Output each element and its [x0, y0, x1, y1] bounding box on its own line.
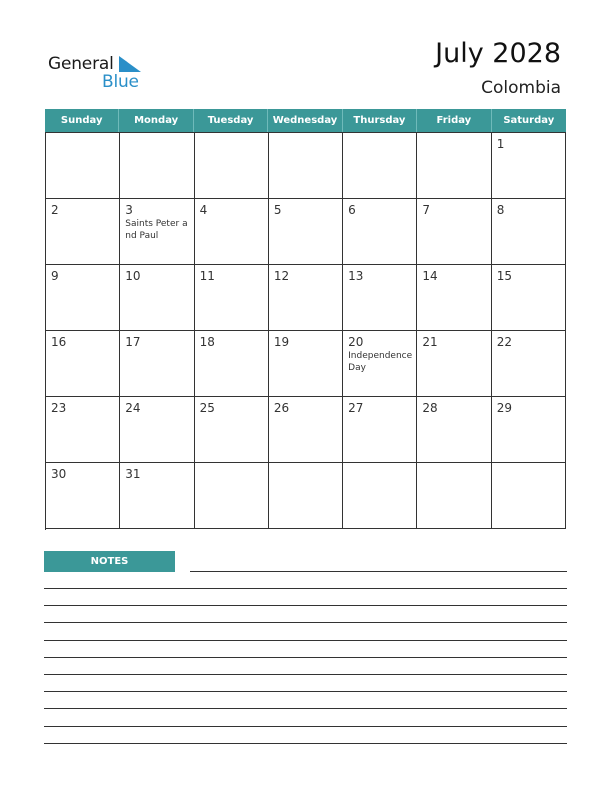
day-number: 3 — [125, 203, 133, 217]
notes-line — [44, 657, 567, 658]
calendar-day-cell — [417, 265, 491, 331]
weekday-sunday: Sunday — [45, 109, 119, 132]
day-number: 26 — [273, 401, 290, 415]
day-number: 10 — [125, 269, 141, 283]
calendar-day-cell — [343, 265, 417, 331]
day-number: 29 — [496, 401, 512, 415]
calendar-day-cell — [343, 133, 417, 199]
page-title: July 2028 — [435, 38, 561, 69]
calendar-day-cell — [417, 199, 491, 265]
calendar-day-cell — [195, 331, 269, 397]
calendar-day-cell — [269, 199, 343, 265]
notes-line — [44, 674, 567, 675]
day-number: 31 — [125, 467, 141, 481]
calendar-day-cell — [492, 331, 566, 397]
calendar-day-cell — [120, 331, 194, 397]
calendar-day-cell — [120, 463, 194, 529]
calendar-day-cell — [120, 265, 194, 331]
calendar-day-cell — [269, 265, 343, 331]
weekday-monday: Monday — [119, 109, 193, 132]
day-number: 18 — [199, 335, 215, 349]
calendar-day-cell — [417, 397, 491, 463]
calendar-day-cell — [343, 463, 417, 529]
day-number: 20 — [348, 335, 364, 349]
calendar-day-cell — [46, 397, 120, 463]
calendar-day-cell — [46, 265, 120, 331]
calendar-day-cell — [492, 463, 566, 529]
calendar-day-cell — [195, 133, 269, 199]
calendar-day-cell — [120, 397, 194, 463]
calendar-day-cell — [195, 265, 269, 331]
day-number: 4 — [199, 203, 208, 217]
country-name: Colombia — [481, 78, 561, 98]
day-number: 16 — [51, 335, 67, 349]
notes-line — [44, 622, 567, 623]
day-number: 1 — [496, 137, 505, 151]
notes-line — [190, 571, 567, 572]
logo-text-blue: Blue — [102, 72, 139, 92]
weekday-friday: Friday — [417, 109, 491, 132]
calendar-day-cell — [492, 265, 566, 331]
calendar-day-cell — [269, 133, 343, 199]
day-number: 17 — [125, 335, 141, 349]
day-number: 13 — [348, 269, 364, 283]
day-number: 25 — [199, 401, 215, 415]
calendar-day-cell — [417, 463, 491, 529]
notes-line — [44, 726, 567, 727]
day-number: 27 — [348, 401, 364, 415]
logo-triangle-icon — [119, 56, 141, 72]
notes-line — [44, 640, 567, 641]
weekday-tuesday: Tuesday — [194, 109, 268, 132]
calendar-day-cell — [417, 133, 491, 199]
calendar-day-cell — [269, 331, 343, 397]
calendar-day-cell — [492, 199, 566, 265]
calendar-day-cell — [120, 199, 194, 265]
day-number: 28 — [422, 401, 438, 415]
calendar-day-cell — [46, 463, 120, 529]
weekday-header — [45, 109, 566, 132]
day-number: 9 — [51, 269, 59, 283]
logo-text-general: General — [48, 54, 114, 74]
calendar-day-cell — [343, 199, 417, 265]
day-number: 24 — [125, 401, 141, 415]
calendar-day-cell — [269, 397, 343, 463]
notes-line — [44, 605, 567, 606]
weekday-saturday: Saturday — [503, 115, 555, 126]
calendar-day-cell — [269, 463, 343, 529]
notes-line — [44, 588, 567, 589]
notes-line — [44, 708, 567, 709]
calendar-day-cell — [46, 199, 120, 265]
brand-logo — [48, 54, 148, 94]
calendar-day-cell — [417, 331, 491, 397]
day-number: 11 — [199, 269, 215, 283]
calendar-day-cell — [343, 331, 417, 397]
calendar-grid — [45, 132, 566, 530]
calendar-day-cell — [120, 133, 194, 199]
calendar-day-cell — [195, 463, 269, 529]
calendar-day-cell — [195, 199, 269, 265]
weekday-thursday: Thursday — [343, 109, 417, 132]
notes-line — [44, 691, 567, 692]
day-number: 8 — [496, 203, 505, 217]
day-number: 14 — [422, 269, 438, 283]
calendar-day-cell — [492, 397, 566, 463]
calendar-day-cell — [46, 331, 120, 397]
holiday-label: Independence Day — [348, 351, 413, 373]
day-number: 15 — [496, 269, 512, 283]
day-number: 21 — [422, 335, 438, 349]
calendar-day-cell — [492, 133, 566, 199]
day-number: 5 — [273, 203, 282, 217]
calendar-day-cell — [46, 133, 120, 199]
calendar-day-cell — [343, 397, 417, 463]
day-number: 30 — [51, 467, 67, 481]
day-number: 6 — [348, 203, 356, 217]
day-number: 22 — [496, 335, 512, 349]
holiday-label: Saints Peter and Paul — [125, 219, 188, 241]
notes-label: NOTES — [44, 551, 175, 572]
calendar-day-cell — [195, 397, 269, 463]
notes-line — [44, 743, 567, 744]
weekday-wednesday: Wednesday — [268, 109, 342, 132]
calendar — [45, 109, 566, 530]
day-number: 23 — [51, 401, 67, 415]
day-number: 19 — [273, 335, 290, 349]
day-number: 7 — [422, 203, 431, 217]
day-number: 2 — [51, 203, 59, 217]
day-number: 12 — [273, 269, 290, 283]
